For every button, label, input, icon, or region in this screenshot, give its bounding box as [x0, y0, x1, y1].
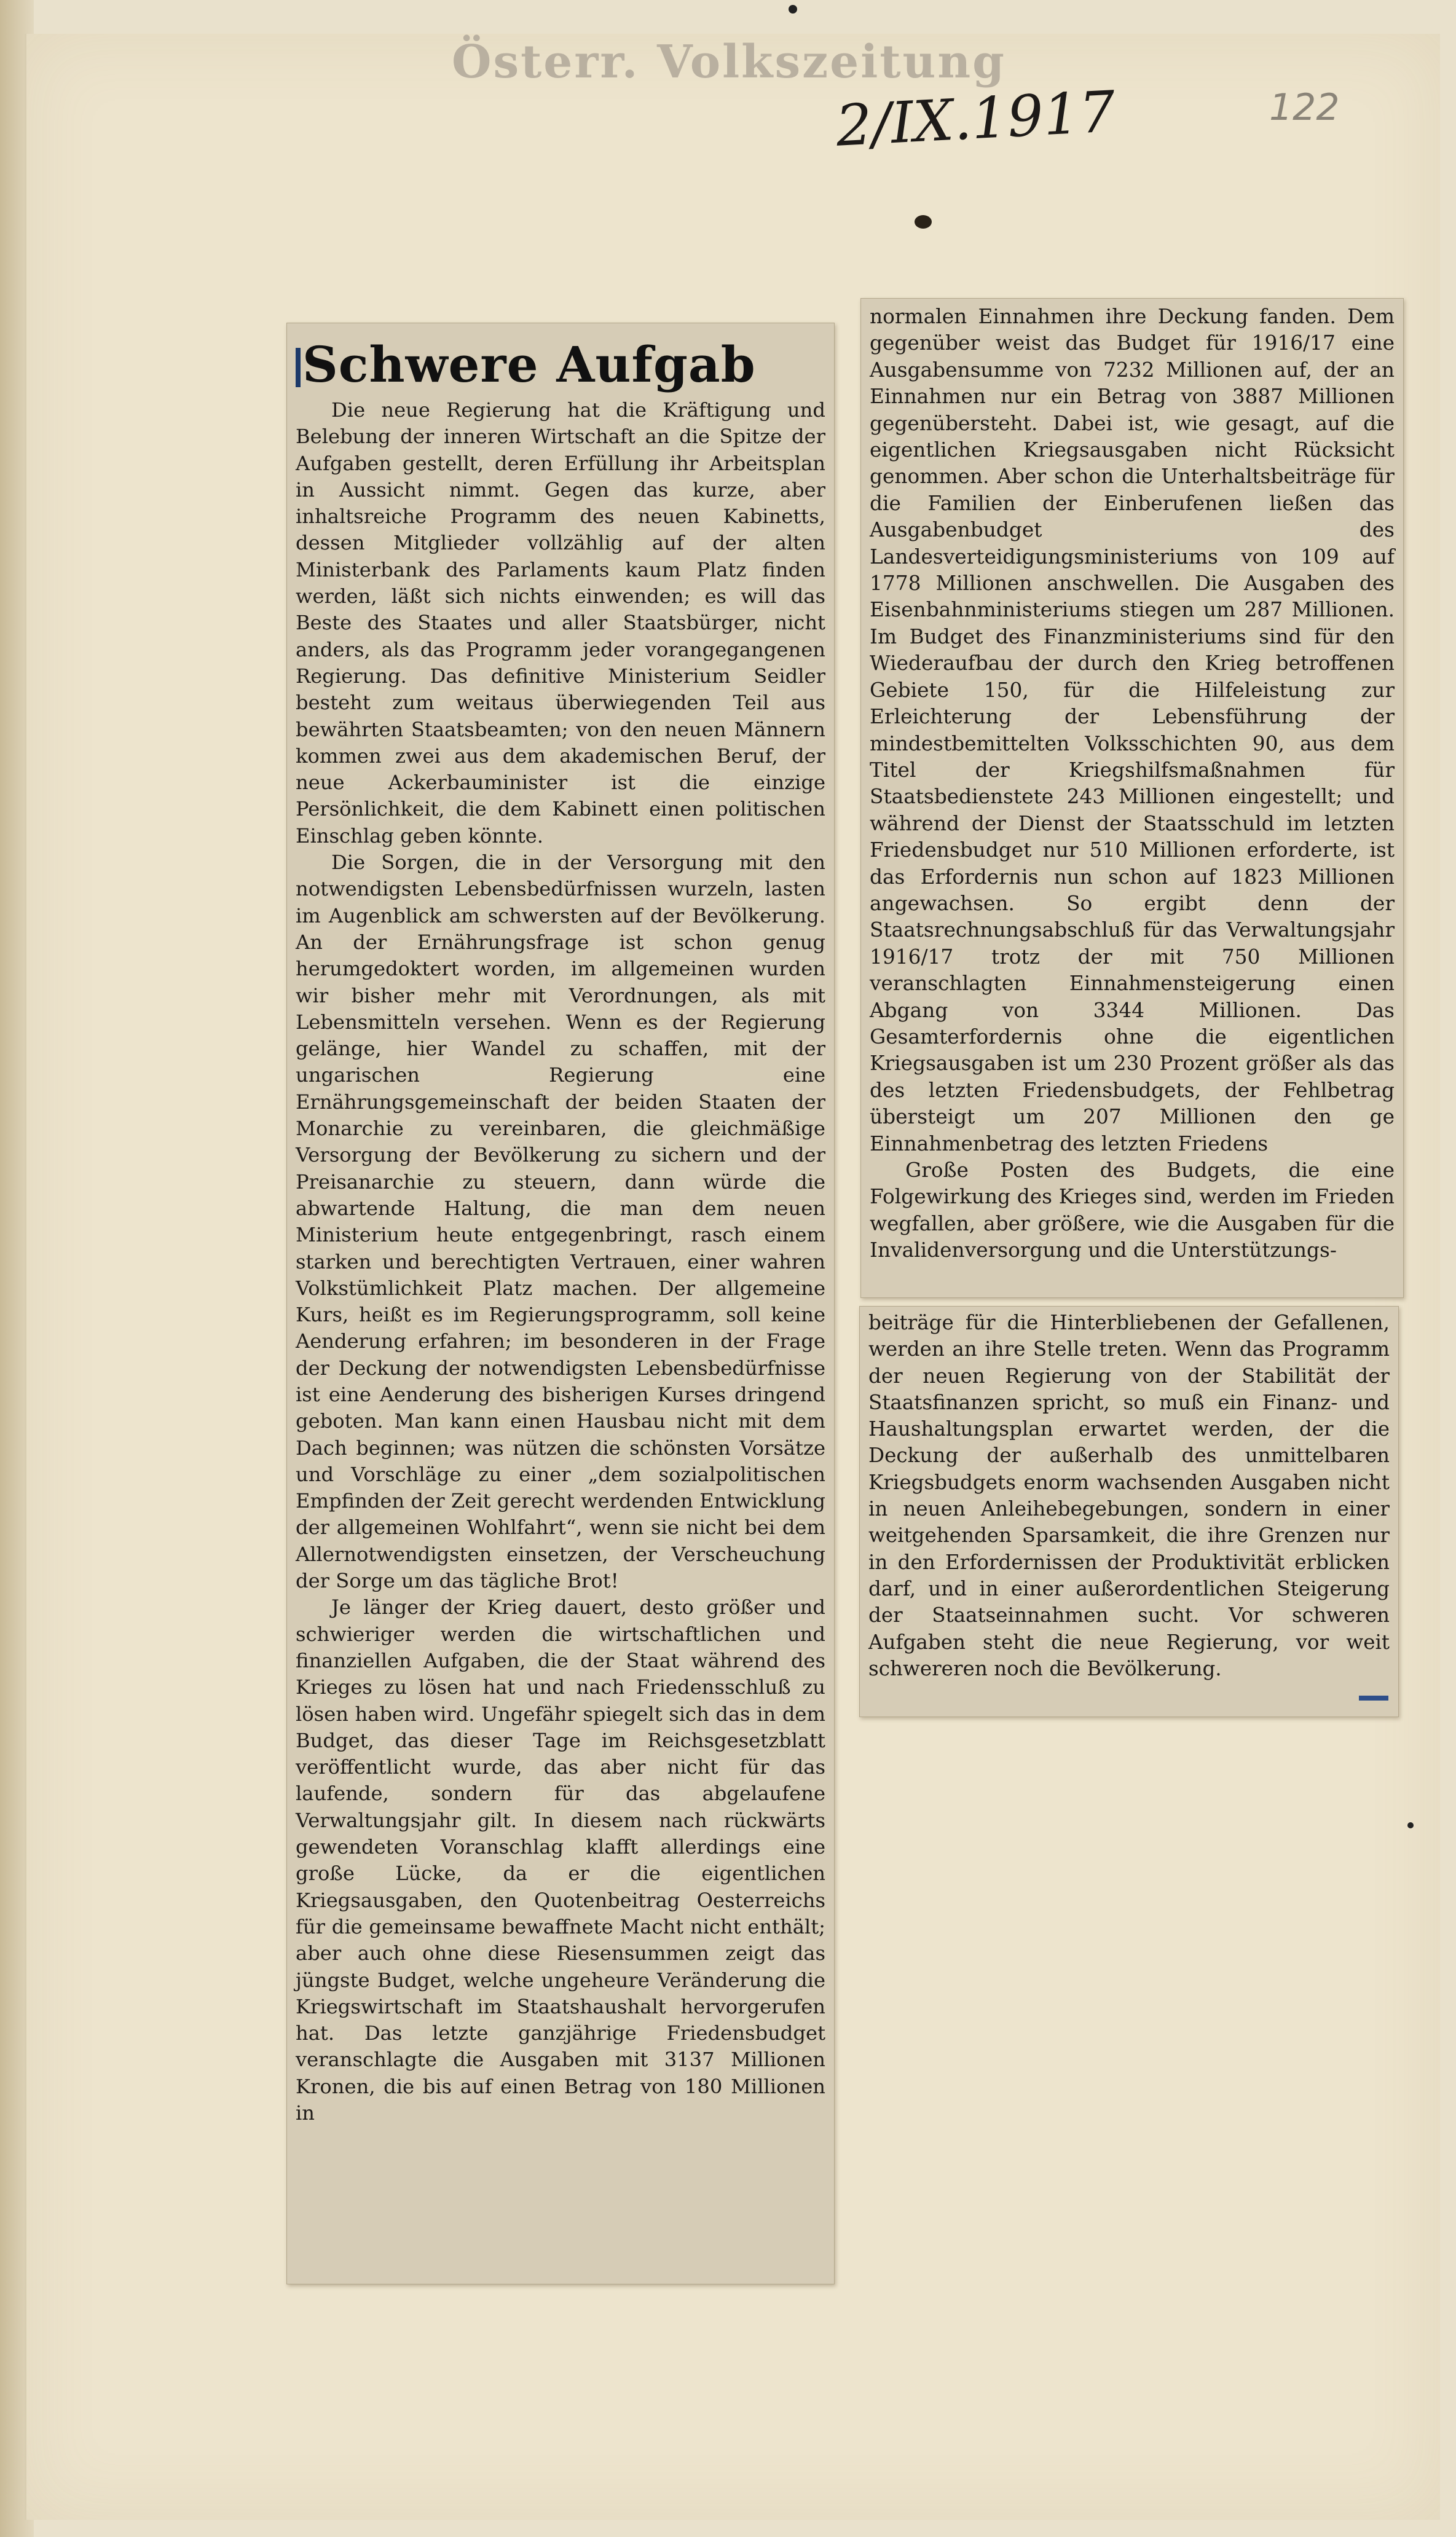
handwritten-date: 2/IX.1917 [834, 79, 1117, 159]
end-rule [1359, 1696, 1388, 1701]
punch-hole [915, 215, 932, 229]
article-headline: Schwere Aufgab [302, 336, 756, 393]
headline-mark [296, 348, 301, 387]
paragraph: normalen Einnahmen ihre Deckung fanden. Dem gegenüber weist das Budget für 1916/17 eine Ausgabensumme von 7232 Millionen auf, der an Einnahmen nur ein Betrag von 3887 Millionen gegenübersteht. Dabei ist, wie gesagt, auf die eigentlichen Kriegsausgaben nicht Rücksicht genommen. Aber schon die Unterhaltsbeiträge für die Familien der Einberufenen ließen das Ausgabenbudget des Landesverteidigungsministeriums von 109 auf 1778 Millionen anschwellen. Die Ausgaben des Eisenbahnministeriums stiegen um 287 Millionen. Im Budget des Finanzministeriums sind für den Wiederaufbau der durch den Krieg betroffenen Gebiete 150, für die Hilfeleistung zur Erleichterung der Lebensführung der mindestbemittelten Volksschichten 90, aus dem Titel der Kriegshilfsmaßnahmen für Staatsbedienstete 243 Millionen eingestellt; und während der Dienst der Staatsschuld im letzten Friedensbudget nur 510 Millionen erforderte, ist das Erfordernis nun schon auf 1823 Millionen angewachsen. So ergibt denn der Staatsrechnungsabschluß für das Verwaltungsjahr 1916/17 trotz der mit 750 Millionen veranschlagten Einnahmensteigerung einen Abgang von 3344 Millionen. Das Gesamterfordernis ohne die eigentlichen Kriegsausgaben ist um 230 Prozent größer als das des letzten Friedensbudgets, der Fehlbetrag übersteigt um 207 Millionen den ge Einnahmenbetrag des letzten Friedens [870, 305, 1395, 1155]
folio-number: 122 [1269, 86, 1340, 129]
column-1-text [287, 397, 834, 2126]
ink-speck [789, 5, 797, 14]
newspaper-stamp: Österr. Volkszeitung [452, 36, 1006, 88]
paragraph: Die neue Regierung hat die Kräftigung und Belebung der inneren Wirtschaft an die Spitze der Aufgaben gestellt, deren Erfüllung ihr Arbeitsplan in Aussicht nimmt. Gegen das kurze, aber inhaltsreiche Programm des neuen Kabinetts, dessen Mitglieder vollzählig auf der alten Ministerbank des Parlaments kaum Platz finden werden, läßt sich nichts einwenden; es will das Beste des Staates und aller Staatsbürger, nicht anders, als das Programm jeder vorangegangenen Regierung. Das definitive Ministerium Seidler besteht zum weitaus überwiegenden Teil aus bewährten Staatsbeamten; von den neuen Männern kommen zwei aus dem akademischen Beruf, der neue Ackerbauminister ist die einzige Persönlichkeit, die dem Kabinett einen politischen Einschlag geben könnte. [296, 398, 825, 848]
paragraph: Große Posten des Budgets, die eine Folgewirkung des Krieges sind, werden im Frieden wegfallen, aber größere, wie die Ausgaben für die Invalidenversorgung und die Unterstützungs- [870, 1158, 1395, 1262]
clipping-column-1 [286, 323, 835, 2284]
column-3-text [860, 1310, 1398, 1682]
column-2-text [861, 304, 1403, 1264]
paragraph: beiträge für die Hinterbliebenen der Gefallenen, werden an ihre Stelle treten. Wenn das Programm der neuen Regierung von der Stabilität der Staatsfinanzen spricht, so muß ein Finanz- und Haushaltungsplan erwartet werden, der die Deckung der außerhalb des unmittelbaren Kriegsbudgets enorm wachsenden Ausgaben nicht in neuen Anleihebegebungen, sondern in einer weitgehenden Sparsamkeit, die ihre Grenzen nur in den Erfordernissen der Produktivität erblicken darf, und in einer außerordentlichen Steigerung der Staatseinnahmen sucht. Vor schweren Aufgaben steht die neue Regierung, vor weit schwereren noch die Bevölkerung. [868, 1311, 1390, 1680]
paragraph: Je länger der Krieg dauert, desto größer und schwieriger werden die wirtschaftlichen und finanziellen Aufgaben, die der Staat während des Krieges zu lösen hat und nach Friedensschluß zu lösen haben wird. Ungefähr spiegelt sich das in dem Budget, das dieser Tage im Reichsgesetzblatt veröffentlicht wurde, das aber nicht für das laufende, sondern für das abgelaufene Verwaltungsjahr gilt. In diesem nach rückwärts gewendeten Voranschlag klafft allerdings eine große Lücke, da er die eigentlichen Kriegsausgaben, den Quotenbeitrag Oesterreichs für die gemeinsame bewaffnete Macht nicht enthält; aber auch ohne diese Riesensummen zeigt das jüngste Budget, welche ungeheure Veränderung die Kriegswirtschaft im Staatshaushalt hervorgerufen hat. Das letzte ganzjährige Friedensbudget veranschlagte die Ausgaben mit 3137 Millionen Kronen, die bis auf einen Betrag von 180 Millionen in [296, 1595, 825, 2125]
clipping-column-2 [860, 298, 1404, 1298]
paragraph: Die Sorgen, die in der Versorgung mit den notwendigsten Lebensbedürfnissen wurzeln, lasten im Augenblick am schwersten auf der Bevölkerung. An der Ernährungsfrage ist schon genug herumgedoktert worden, im allgemeinen wurden wir bisher mehr mit Verordnungen, als mit Lebensmitteln versehen. Wenn es der Regierung gelänge, hier Wandel zu schaffen, mit der ungarischen Regierung eine Ernährungsgemeinschaft der beiden Staaten der Monarchie zu vereinbaren, die gleichmäßige Versorgung der Bevölkerung zu sichern und der Preisanarchie zu steuern, dann würde die abwartende Haltung, die man dem neuen Ministerium heute entgegenbringt, rasch einem starken und berechtigten Vertrauen, einer wahren Volkstümlichkeit Platz machen. Der allgemeine Kurs, heißt es im Regierungsprogramm, soll keine Aenderung erfahren; im besonderen in der Frage der Deckung der notwendigsten Lebensbedürfnisse ist eine Aenderung des bisherigen Kurses dringend geboten. Man kann einen Hausbau nicht mit dem Dach beginnen; was nützen die schönsten Vorsätze und Vorschläge zu einer „dem sozialpolitischen Empfinden der Zeit gerecht werdenden Entwicklung der allgemeinen Wohlfahrt“, wenn sie nicht bei dem Allernotwendigsten einsetzen, der Verscheuchung der Sorge um das tägliche Brot! [296, 851, 825, 1593]
ink-speck [1407, 1822, 1414, 1828]
clipping-column-3 [859, 1306, 1399, 1717]
